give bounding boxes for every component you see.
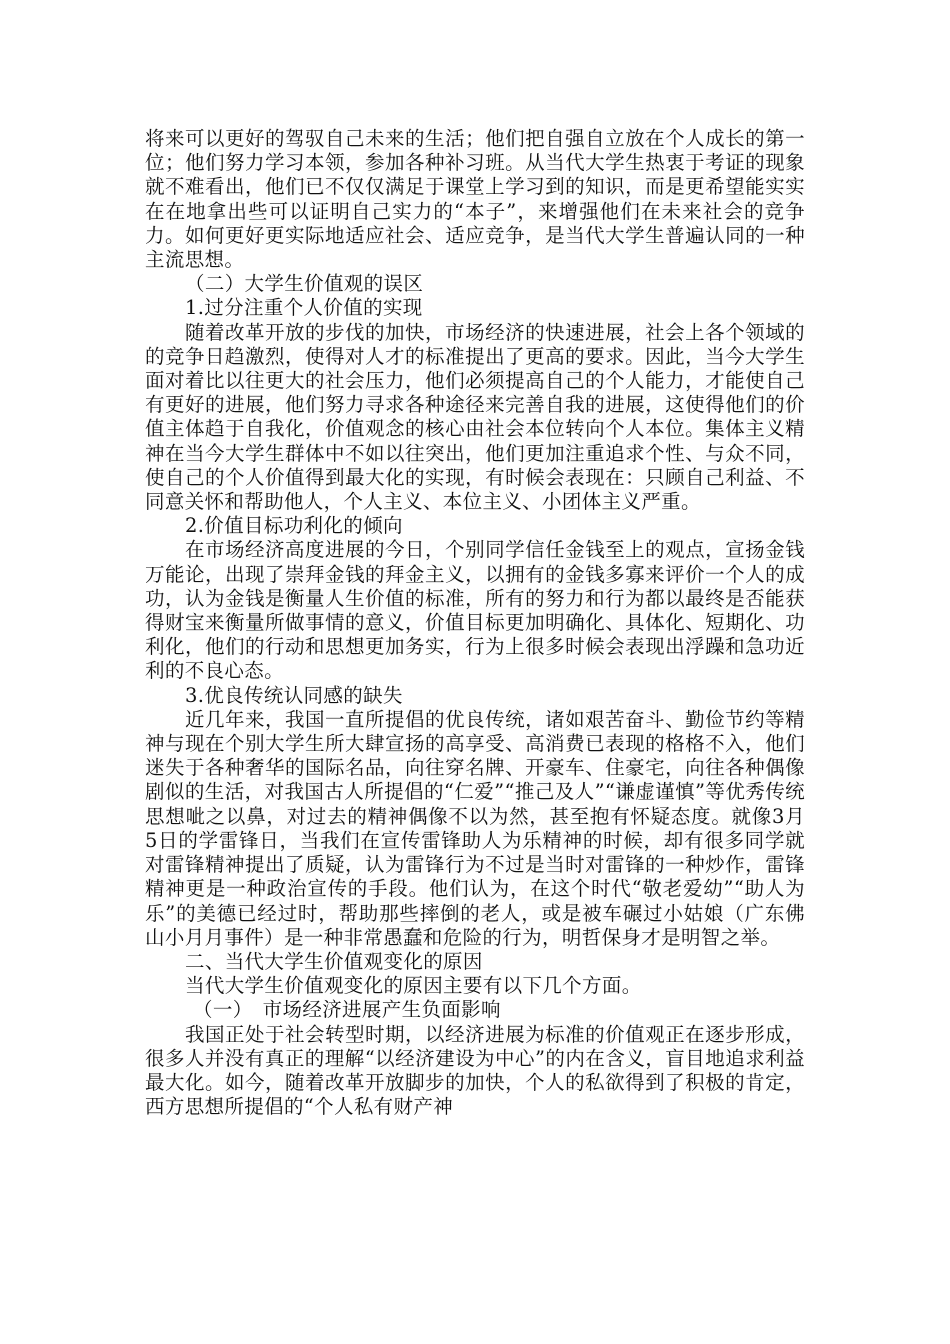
document-page [145,127,805,1119]
paragraph-causes-intro: 当代大学生价值观变化的原因主要有以下几个方面。 [185,974,642,998]
subheading-market-economy: （一） 市场经济进展产生负面影响 [193,998,501,1022]
section-heading-causes: 二、当代大学生价值观变化的原因 [185,949,483,973]
subheading-tradition-identity: 3.优良传统认同感的缺失 [185,683,403,707]
subheading-personal-value: 1.过分注重个人价值的实现 [185,296,423,320]
paragraph-personal-value: 随着改革开放的步伐的加快，市场经济的快速进展，社会上各个领域的的竞争日趋激烈，使得对人才的标准提出了更高的要求。因此，当今大学生面对着比以往更大的社会压力，他们必须提高自己的个人能力，才能使自己有更好的进展，他们努力寻求各种途径来完善自我的进展，这使得他们的价值主体趋于自我化，价值观念的核心由社会本位转向个人本位。集体主义精神在当今大学生群体中不如以往突出，他们更加注重追求个性、与众不同，使自己的个人价值得到最大化的实现，有时候会表现在：只顾自己利益、不同意关怀和帮助他人，个人主义、本位主义、小团体主义严重。 [145,320,805,514]
paragraph-utilitarian-goals: 在市场经济高度进展的今日，个别同学信任金钱至上的观点，宣扬金钱万能论，出现了崇拜金钱的拜金主义，以拥有的金钱多寡来评价一个人的成功，认为金钱是衡量人生价值的标准，所有的努力和行为都以最终是否能获得财宝来衡量所做事情的意义，价值目标更加明确化、具体化、短期化、功利化，他们的行动和思想更加务实，行为上很多时候会表现出浮躁和急功近利的不良心态。 [145,538,805,683]
section-heading-misconceptions: （二）大学生价值观的误区 [185,272,424,296]
paragraph-market-economy: 我国正处于社会转型时期，以经济进展为标准的价值观正在逐步形成，很多人并没有真正的理解“以经济建设为中心”的内在含义，盲目地追求利益最大化。如今，随着改革开放脚步的加快，个人的私欲得到了积极的肯定，西方思想所提倡的“个人私有财产神 [145,1022,805,1119]
paragraph-continuation: 将来可以更好的驾驭自己未来的生活；他们把自强自立放在个人成长的第一位；他们努力学习本领，参加各种补习班。从当代大学生热衷于考证的现象就不难看出，他们已不仅仅满足于课堂上学习到的知识，而是更希望能实实在在地拿出些可以证明自己实力的“本子”，来增强他们在未来社会的竞争力。如何更好更实际地适应社会、适应竞争，是当代大学生普遍认同的一种主流思想。 [145,127,805,272]
subheading-utilitarian-goals: 2.价值目标功利化的倾向 [185,514,403,538]
paragraph-tradition-identity: 近几年来，我国一直所提倡的优良传统，诸如艰苦奋斗、勤俭节约等精神与现在个别大学生所大肆宣扬的高享受、高消费已表现的格格不入，他们迷失于各种奢华的国际名品，向往穿名牌、开豪车、住豪宅，向往各种偶像剧似的生活，对我国古人所提倡的“仁爱”“推己及人”“谦虚谨慎”等优秀传统思想呲之以鼻，对过去的精神偶像不以为然，甚至抱有怀疑态度。就像3月5日的学雷锋日，当我们在宣传雷锋助人为乐精神的时候，却有很多同学就对雷锋精神提出了质疑，认为雷锋行为不过是当时对雷锋的一种炒作，雷锋精神更是一种政治宣传的手段。他们认为，在这个时代“敬老爱幼”“助人为乐”的美德已经过时，帮助那些摔倒的老人，或是被车碾过小姑娘（广东佛山小月月事件）是一种非常愚蠢和危险的行为，明哲保身才是明智之举。 [145,707,805,949]
